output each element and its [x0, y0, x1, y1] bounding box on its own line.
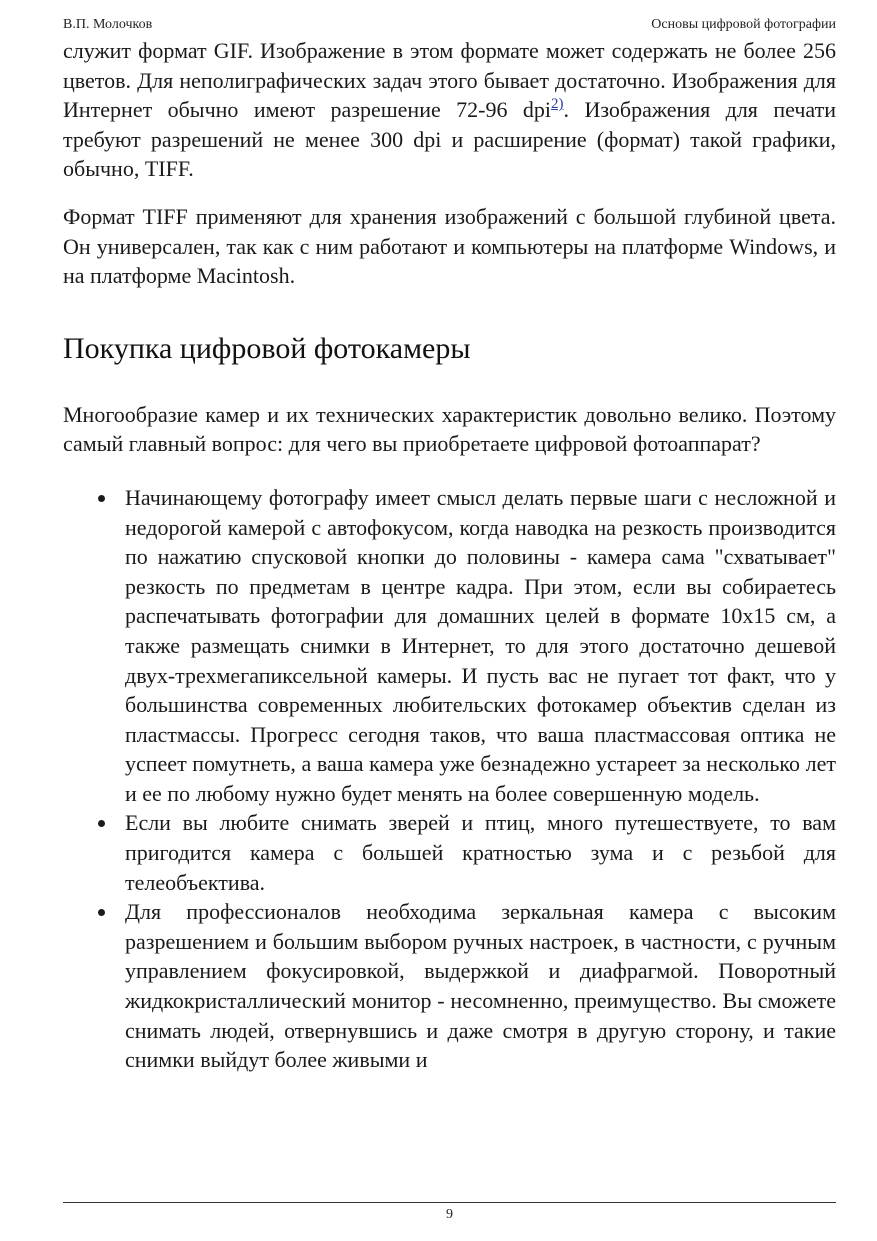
page-number: 9 [446, 1207, 453, 1222]
paragraph-text: служит формат GIF. Изображение в этом формате может содержать не более 256 цветов. Для неполиграфических задач этого бывает достаточно. Изображения для Интернет обычно имеют разрешение 72-96 dpi [63, 38, 836, 123]
footer-divider [63, 1202, 836, 1203]
list-item [125, 808, 836, 897]
bullet-dot-icon [98, 909, 105, 916]
list-item-text: Если вы любите снимать зверей и птиц, много путешествуете, то вам пригодится камера с большей кратностью зума и с резьбой для телеобъектива. [125, 810, 836, 895]
list-item-text: Для профессионалов необходима зеркальная камера с высоким разрешением и большим выбором ручных настроек, в частности, с ручным управлением фокусировкой, выдержкой и диафрагмой. Поворотный жидкокристаллический монитор - несомненно, преимущество. Вы сможете снимать людей, отвернувшись и даже смотря в другую сторону, и такие снимки выйдут более живыми и [125, 899, 836, 1073]
bullet-dot-icon [98, 495, 105, 502]
section-intro-paragraph: Многообразие камер и их технических характеристик довольно велико. Поэтому самый главный вопрос: для чего вы приобретаете цифровой фотоаппарат? [63, 401, 836, 457]
paragraph-tiff: Формат TIFF применяют для хранения изображений с большой глубиной цвета. Он универсален, так как с ним работают и компьютеры на платформе Windows, и на платформе Macintosh. [63, 203, 836, 289]
list-item [125, 483, 836, 809]
running-header [63, 16, 836, 34]
paragraph-formats-gif [63, 36, 836, 184]
camera-advice-list [63, 483, 836, 1075]
header-book-title: Основы цифровой фотографии [651, 17, 836, 32]
section-heading: Покупка цифровой фотокамеры [63, 331, 471, 365]
paragraph-text: . Изображения для печати требуют разрешений не менее 300 dpi и расширение (формат) такой графики, обычно, TIFF. [63, 97, 836, 182]
list-item-text: Начинающему фотографу имеет смысл делать первые шаги с несложной и недорогой камерой с автофокусом, когда наводка на резкость производится по нажатию спусковой кнопки до половины - камера сама "схватывает" резкость по предметам в центре кадра. При этом, если вы собираетесь распечатывать фотографии для домашних целей в формате 10х15 см, а также размещать снимки в Интернет, то для этого достаточно дешевой двух-трехмегапиксельной камеры. И пусть вас не пугает тот факт, что у большинства современных любительских фотокамер объектив сделан из пластмассы. Прогресс сегодня таков, что ваша пластмассовая оптика не успеет помутнеть, а ваша камера уже безнадежно устареет за несколько лет и ее по любому нужно будет менять на более совершенную модель. [125, 484, 836, 806]
page-content [63, 36, 836, 1075]
footnote-ref-link[interactable]: 2) [551, 96, 564, 113]
list-item [125, 897, 836, 1075]
bullet-dot-icon [98, 820, 105, 827]
header-author: В.П. Молочков [63, 17, 153, 32]
